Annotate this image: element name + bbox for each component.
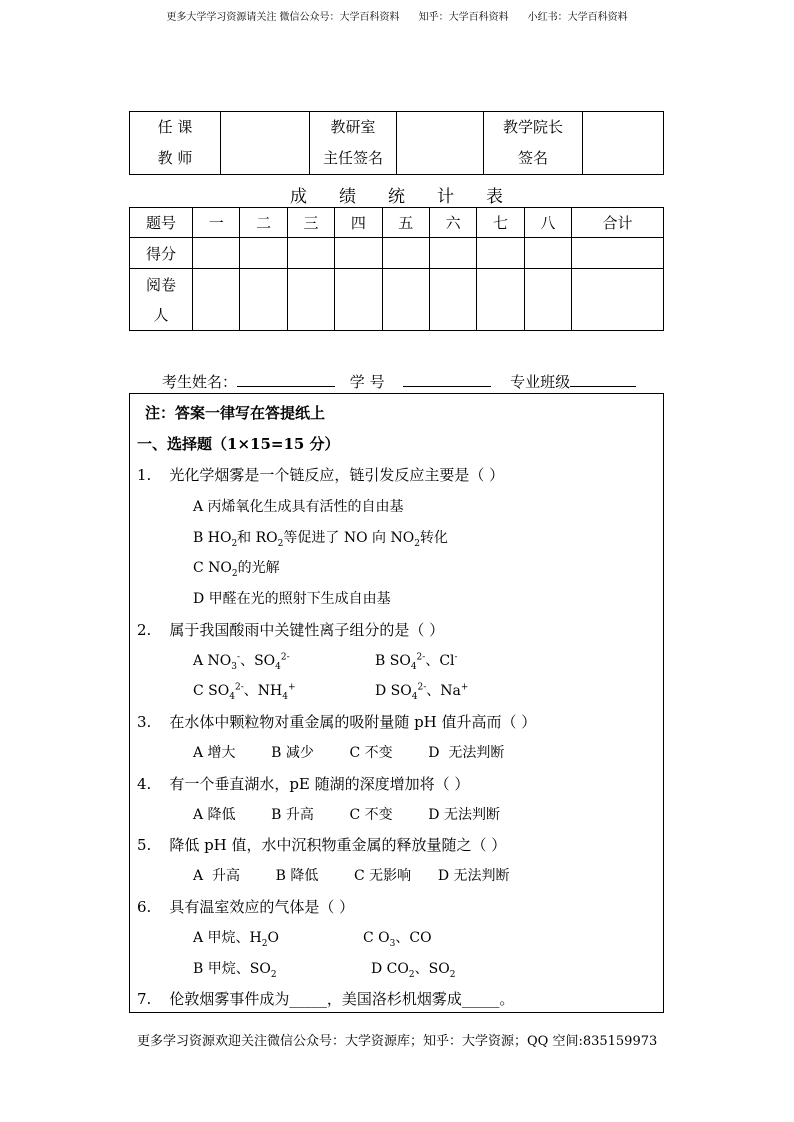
score-row	[130, 238, 664, 269]
q1-option-c[interactable]: C $NO_2$的光解	[193, 560, 280, 579]
question-2: 2. 属于我国酸雨中关键性离子组分的是（ ）	[137, 621, 445, 639]
header-cell: 五	[382, 208, 429, 238]
section-title: 一、选择题（1×15=15 分）	[137, 435, 340, 453]
teacher-label: 任 课 教 师	[130, 112, 221, 175]
question-5: 5. 降低 pH 值，水中沉积物重金属的释放量随之（ ）	[137, 836, 507, 854]
question-3: 3. 在水体中颗粒物对重金属的吸附量随 pH 值升高而（ ）	[137, 713, 537, 731]
q5-options[interactable]: A 升高 B 降低 C 无影响 D 无法判断	[193, 868, 510, 884]
grader-row	[130, 269, 664, 331]
header-cell: 六	[429, 208, 476, 238]
header-cell: 七	[477, 208, 524, 238]
q6-option-b[interactable]: B 甲烷、$SO_2$	[193, 961, 277, 980]
question-box	[129, 393, 664, 1013]
q2-option-c[interactable]: C $SO_4^{2-}$、$NH_4^+$	[193, 682, 296, 702]
q4-options[interactable]: A 降低 B 升高 C 不变 D 无法判断	[193, 807, 500, 823]
score-table	[129, 207, 664, 331]
dean-label: 教学院长 签名	[484, 112, 583, 175]
score-label: 得分	[130, 238, 193, 269]
q1-option-d[interactable]: D 甲醛在光的照射下生成自由基	[193, 591, 391, 607]
header-cell: 一	[193, 208, 240, 238]
grader-label: 阅卷 人	[130, 269, 193, 331]
q2-option-d[interactable]: D $SO_4^{2-}$、Na+	[375, 682, 469, 702]
class-label: 专业班级	[510, 373, 571, 391]
question-1: 1. 光化学烟雾是一个链反应，链引发反应主要是（ ）	[137, 466, 505, 484]
score-header-row	[130, 208, 664, 238]
q6-option-a[interactable]: A 甲烷、$H_2O$	[193, 930, 279, 949]
header-cell: 二	[240, 208, 287, 238]
id-blank[interactable]	[403, 370, 491, 387]
q6-option-c[interactable]: C $O_3$、CO	[363, 930, 432, 949]
header-cell: 合计	[572, 208, 664, 238]
question-4: 4. 有一个垂直湖水，pE 随湖的深度增加将（ ）	[137, 775, 470, 793]
office-sign-cell	[397, 112, 484, 175]
answer-note: 注：答案一律写在答提纸上	[145, 404, 326, 422]
page-footer: 更多学习资源欢迎关注微信公众号：大学资源库；知乎：大学资源；QQ 空间:835159973	[137, 1034, 658, 1049]
q1-option-b[interactable]: B $HO_2$和 $RO_2$等促进了 NO 向 $NO_2$转化	[193, 530, 448, 549]
header-cell: 三	[287, 208, 334, 238]
question-7: 7. 伦敦烟雾事件成为_____，美国洛杉机烟雾成_____。	[137, 990, 515, 1008]
teacher-sign-cell	[221, 112, 310, 175]
name-label: 考生姓名：	[162, 373, 238, 391]
question-6: 6. 具有温室效应的气体是（ ）	[137, 898, 355, 916]
name-blank[interactable]	[237, 370, 335, 387]
office-label: 教研室 主任签名	[310, 112, 397, 175]
score-table-title: 成 绩 统 计 表	[290, 187, 503, 207]
dean-sign-cell	[583, 112, 664, 175]
q2-option-a[interactable]: A $NO_3^-$、$SO_4^{2-}$	[193, 652, 290, 672]
id-label: 学 号	[349, 373, 385, 391]
header-cell: 四	[335, 208, 382, 238]
class-blank[interactable]	[570, 370, 636, 387]
q1-option-a[interactable]: A 丙烯氧化生成具有活性的自由基	[193, 499, 404, 515]
page-header: 更多大学学习资源请关注 微信公众号：大学百科资料 知乎：大学百科资料 小红书：大学百科资料	[166, 12, 628, 23]
student-info-line	[162, 370, 636, 392]
q6-option-d[interactable]: D $CO_2$、$SO_2$	[371, 961, 456, 980]
q3-options[interactable]: A 增大 B 减少 C 不变 D 无法判断	[193, 745, 505, 761]
signature-table	[129, 111, 664, 175]
header-cell: 题号	[130, 208, 193, 238]
header-cell: 八	[524, 208, 571, 238]
q2-option-b[interactable]: B $SO_4^{2-}$、Cl-	[375, 652, 458, 672]
